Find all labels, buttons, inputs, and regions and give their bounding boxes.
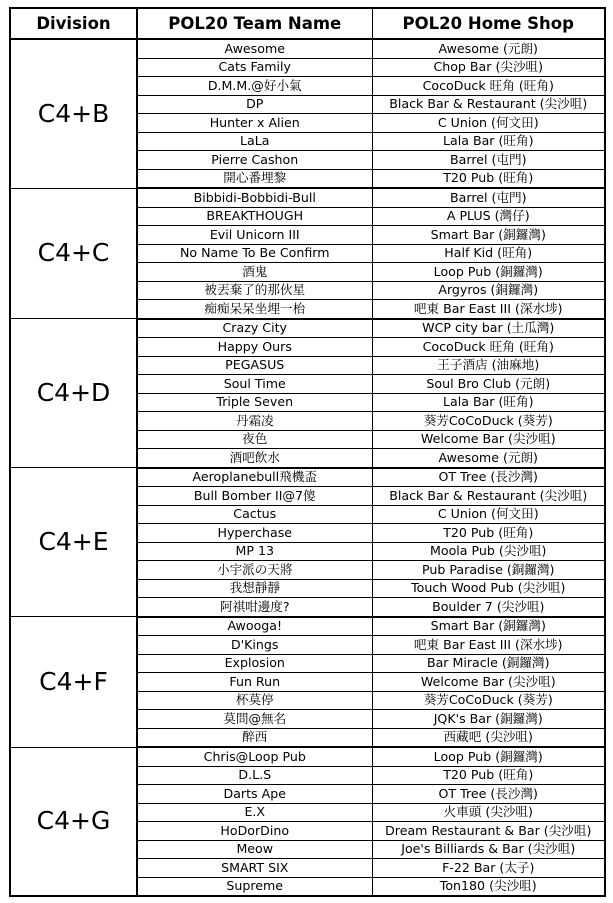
team-name-cell: Evil Unicorn III <box>137 226 372 245</box>
home-shop-cell: Half Kid (旺角) <box>372 244 605 263</box>
home-shop-cell: F-22 Bar (太子) <box>372 859 605 878</box>
team-name-cell: Bibbidi-Bobbidi-Bull <box>137 188 372 207</box>
team-name-cell: MP 13 <box>137 542 372 561</box>
table-body <box>10 39 605 896</box>
team-name-cell: 酒吧飲水 <box>137 449 372 468</box>
team-name-cell: 酒鬼 <box>137 263 372 282</box>
home-shop-cell: Awesome (元朗) <box>372 449 605 468</box>
home-shop-cell: Bar Miracle (銅鑼灣) <box>372 654 605 673</box>
team-name-cell: Meow <box>137 840 372 859</box>
home-shop-cell: Smart Bar (銅鑼灣) <box>372 226 605 245</box>
table-row <box>10 617 605 636</box>
team-name-cell: 莫問@無名 <box>137 710 372 729</box>
home-shop-cell: Barrel (屯門) <box>372 151 605 170</box>
home-shop-cell: CocoDuck 旺角 (旺角) <box>372 77 605 96</box>
team-name-cell: Explosion <box>137 654 372 673</box>
division-cell: C4+B <box>10 39 137 188</box>
home-shop-cell: Black Bar & Restaurant (尖沙咀) <box>372 95 605 114</box>
home-shop-cell: Ton180 (尖沙咀) <box>372 877 605 896</box>
team-name-cell: D.L.S <box>137 766 372 785</box>
home-shop-cell: Welcome Bar (尖沙咀) <box>372 430 605 449</box>
home-shop-cell: Pub Paradise (銅鑼灣) <box>372 561 605 580</box>
team-name-cell: D'Kings <box>137 636 372 655</box>
home-shop-cell: CocoDuck 旺角 (旺角) <box>372 338 605 357</box>
home-shop-cell: Loop Pub (銅鑼灣) <box>372 747 605 766</box>
team-name-cell: 痴痴呆呆坐埋一枱 <box>137 300 372 319</box>
header-division: Division <box>10 8 137 39</box>
team-name-cell: Soul Time <box>137 375 372 394</box>
home-shop-cell: Chop Bar (尖沙咀) <box>372 58 605 77</box>
home-shop-cell: Barrel (屯門) <box>372 188 605 207</box>
table-row <box>10 468 605 487</box>
header-team-name: POL20 Team Name <box>137 8 372 39</box>
team-name-cell: HoDorDino <box>137 822 372 841</box>
home-shop-cell: Boulder 7 (尖沙咀) <box>372 598 605 617</box>
home-shop-cell: C Union (何文田) <box>372 114 605 133</box>
home-shop-cell: 西藏吧 (尖沙咀) <box>372 728 605 747</box>
home-shop-cell: Soul Bro Club (元朗) <box>372 375 605 394</box>
home-shop-cell: T20 Pub (旺角) <box>372 524 605 543</box>
team-name-cell: Cats Family <box>137 58 372 77</box>
home-shop-cell: Awesome (元朗) <box>372 39 605 58</box>
team-name-cell: 開心番埋黎 <box>137 169 372 188</box>
team-name-cell: D.M.M.@好小氣 <box>137 77 372 96</box>
team-name-cell: Crazy City <box>137 319 372 338</box>
home-shop-cell: T20 Pub (旺角) <box>372 169 605 188</box>
home-shop-cell: Argyros (銅鑼灣) <box>372 281 605 300</box>
team-name-cell: 阿祺咁邊度? <box>137 598 372 617</box>
home-shop-cell: A PLUS (灣仔) <box>372 207 605 226</box>
team-name-cell: DP <box>137 95 372 114</box>
table-row <box>10 747 605 766</box>
team-name-cell: SMART SIX <box>137 859 372 878</box>
team-name-cell: Supreme <box>137 877 372 896</box>
team-name-cell: Cactus <box>137 505 372 524</box>
home-shop-cell: T20 Pub (旺角) <box>372 766 605 785</box>
team-name-cell: Chris@Loop Pub <box>137 747 372 766</box>
home-shop-cell: Loop Pub (銅鑼灣) <box>372 263 605 282</box>
team-name-cell: Happy Ours <box>137 338 372 357</box>
home-shop-cell: 吧東 Bar East III (深水埗) <box>372 636 605 655</box>
home-shop-cell: Lala Bar (旺角) <box>372 132 605 151</box>
home-shop-cell: OT Tree (長沙灣) <box>372 468 605 487</box>
team-name-cell: 我想靜靜 <box>137 579 372 598</box>
home-shop-cell: Black Bar & Restaurant (尖沙咀) <box>372 487 605 506</box>
team-name-cell: LaLa <box>137 132 372 151</box>
division-cell: C4+F <box>10 617 137 748</box>
home-shop-cell: Dream Restaurant & Bar (尖沙咀) <box>372 822 605 841</box>
team-name-cell: Awesome <box>137 39 372 58</box>
team-name-cell: 丹霜凌 <box>137 412 372 431</box>
home-shop-cell: 王子酒店 (油麻地) <box>372 356 605 375</box>
home-shop-cell: Moola Pub (尖沙咀) <box>372 542 605 561</box>
home-shop-cell: Joe's Billiards & Bar (尖沙咀) <box>372 840 605 859</box>
home-shop-cell: Smart Bar (銅鑼灣) <box>372 617 605 636</box>
home-shop-cell: 葵芳CoCoDuck (葵芳) <box>372 691 605 710</box>
team-name-cell: Fun Run <box>137 673 372 692</box>
header-home-shop: POL20 Home Shop <box>372 8 605 39</box>
team-name-cell: 被丟棄了的那伙星 <box>137 281 372 300</box>
team-name-cell: PEGASUS <box>137 356 372 375</box>
team-name-cell: Darts Ape <box>137 785 372 804</box>
division-cell: C4+D <box>10 319 137 468</box>
header-row <box>10 8 605 39</box>
division-cell: C4+E <box>10 468 137 617</box>
home-shop-cell: JQK's Bar (銅鑼灣) <box>372 710 605 729</box>
table-row <box>10 188 605 207</box>
home-shop-cell: Lala Bar (旺角) <box>372 393 605 412</box>
team-name-cell: BREAKTHOUGH <box>137 207 372 226</box>
team-name-cell: Hyperchase <box>137 524 372 543</box>
home-shop-cell: 葵芳CoCoDuck (葵芳) <box>372 412 605 431</box>
team-name-cell: Aeroplanebull飛機盃 <box>137 468 372 487</box>
team-name-cell: Pierre Cashon <box>137 151 372 170</box>
team-name-cell: Bull Bomber II@7傻 <box>137 487 372 506</box>
team-name-cell: 杯莫停 <box>137 691 372 710</box>
table-row <box>10 39 605 58</box>
team-name-cell: Hunter x Alien <box>137 114 372 133</box>
team-name-cell: Triple Seven <box>137 393 372 412</box>
table-row <box>10 319 605 338</box>
home-shop-cell: WCP city bar (土瓜灣) <box>372 319 605 338</box>
home-shop-cell: 吧東 Bar East III (深水埗) <box>372 300 605 319</box>
team-name-cell: No Name To Be Confirm <box>137 244 372 263</box>
home-shop-cell: Touch Wood Pub (尖沙咀) <box>372 579 605 598</box>
division-cell: C4+G <box>10 747 137 896</box>
team-name-cell: Awooga! <box>137 617 372 636</box>
home-shop-cell: C Union (何文田) <box>372 505 605 524</box>
team-name-cell: 夜色 <box>137 430 372 449</box>
team-name-cell: 醉西 <box>137 728 372 747</box>
team-name-cell: 小宇派の天將 <box>137 561 372 580</box>
home-shop-cell: OT Tree (長沙灣) <box>372 785 605 804</box>
team-name-cell: E.X <box>137 803 372 822</box>
home-shop-cell: 火車頭 (尖沙咀) <box>372 803 605 822</box>
home-shop-cell: Welcome Bar (尖沙咀) <box>372 673 605 692</box>
division-table <box>9 7 606 897</box>
division-cell: C4+C <box>10 188 137 319</box>
